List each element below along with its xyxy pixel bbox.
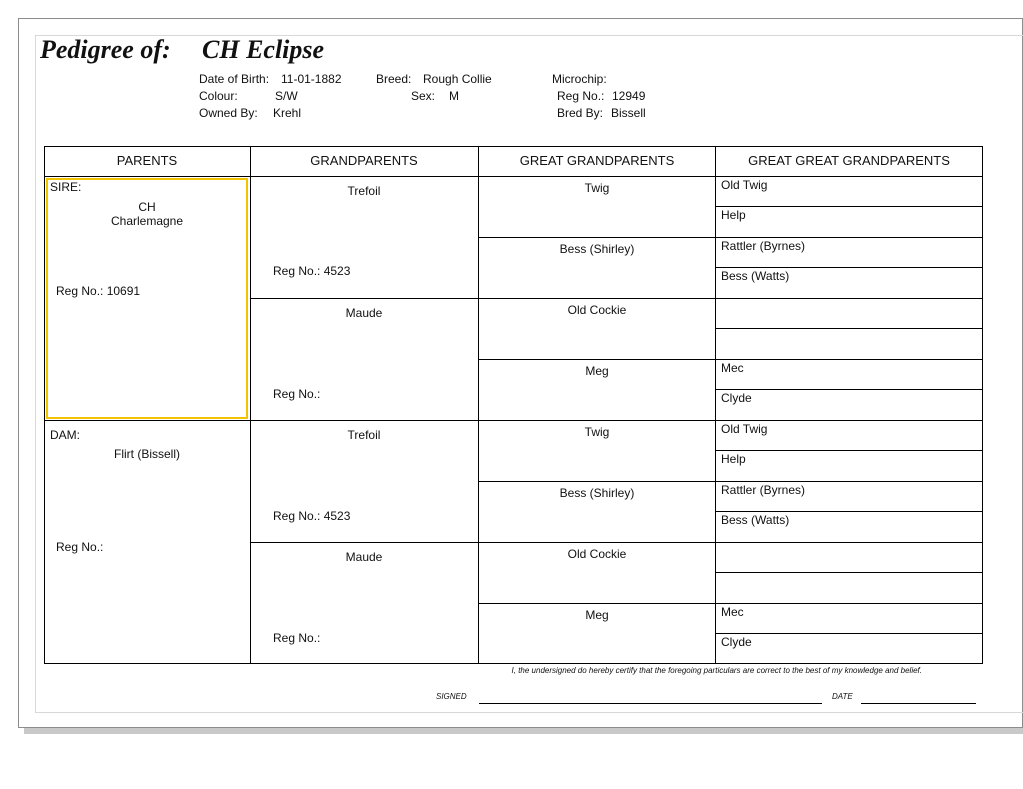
gggp-divider: [715, 542, 983, 543]
signed-label: SIGNED: [436, 692, 467, 701]
great-great-grandparent-name: Bess (Watts): [721, 269, 790, 283]
sire-reg-no: Reg No.: 10691: [56, 284, 141, 298]
grandparent-reg: Reg No.:: [273, 631, 321, 645]
grandparent-reg: Reg No.: 4523: [273, 509, 351, 523]
ggp-divider-5: [478, 481, 716, 482]
grandparent-reg: Reg No.:: [273, 387, 321, 401]
gggp-divider: [715, 328, 983, 329]
great-grandparent-name: Old Cockie: [567, 547, 627, 561]
ggp-divider-4: [478, 420, 716, 421]
grandparent-name: Maude: [345, 306, 383, 320]
gggp-divider: [715, 237, 983, 238]
ggp-divider-3: [478, 359, 716, 360]
table-bottom-border: [44, 663, 983, 664]
great-great-grandparent-name: Clyde: [721, 635, 752, 649]
column-header-parents: PARENTS: [116, 153, 178, 168]
gggp-divider: [715, 420, 983, 421]
col-divider-3: [715, 146, 716, 664]
sire-name: Charlemagne: [110, 214, 184, 228]
great-grandparent-name: Bess (Shirley): [559, 486, 635, 500]
col-divider-1: [250, 146, 251, 664]
great-great-grandparent-name: Old Twig: [721, 178, 768, 192]
sex-value: M: [449, 89, 459, 103]
col-divider-2: [478, 146, 479, 664]
bred-label: Bred By:: [557, 106, 604, 120]
great-grandparent-name: Bess (Shirley): [559, 242, 635, 256]
table-right-border: [982, 146, 983, 664]
sire-label: SIRE:: [50, 180, 82, 194]
ggp-divider-1: [478, 237, 716, 238]
gp-divider-2: [250, 420, 479, 421]
great-great-grandparent-name: Mec: [721, 361, 744, 375]
regno-value: 12949: [612, 89, 646, 103]
great-great-grandparent-name: Rattler (Byrnes): [721, 483, 806, 497]
great-great-grandparent-name: Help: [721, 452, 746, 466]
column-header-great-great-grandparents: GREAT GREAT GRANDPARENTS: [748, 153, 950, 168]
gp-divider-3: [250, 542, 479, 543]
breed-value: Rough Collie: [423, 72, 492, 86]
gggp-divider: [715, 572, 983, 573]
owned-value: Krehl: [273, 106, 302, 120]
great-grandparent-name: Old Cockie: [567, 303, 627, 317]
gggp-divider: [715, 298, 983, 299]
great-great-grandparent-name: Clyde: [721, 391, 752, 405]
colour-label: Colour:: [199, 89, 238, 103]
column-header-great-grandparents: GREAT GRANDPARENTS: [519, 153, 675, 168]
parents-row-divider: [44, 420, 251, 421]
owned-label: Owned By:: [199, 106, 258, 120]
grandparent-name: Trefoil: [347, 428, 381, 442]
great-grandparent-name: Twig: [584, 181, 610, 195]
grandparent-reg: Reg No.: 4523: [273, 264, 351, 278]
gggp-divider: [715, 206, 983, 207]
table-left-border: [44, 146, 45, 664]
sex-label: Sex:: [411, 89, 436, 103]
gggp-divider: [715, 603, 983, 604]
dob-label: Date of Birth:: [199, 72, 270, 86]
date-label: DATE: [832, 692, 853, 701]
ggp-divider-2: [478, 298, 716, 299]
table-header-border: [44, 176, 983, 177]
certification-text: I, the undersigned do hereby certify that the foregoing particulars are correct to the best of my knowledge and belief.: [511, 666, 922, 675]
great-great-grandparent-name: Rattler (Byrnes): [721, 239, 806, 253]
ggp-divider-7: [478, 603, 716, 604]
dam-label: DAM:: [50, 428, 80, 442]
date-line: [861, 703, 976, 704]
grandparent-name: Trefoil: [347, 184, 381, 198]
dam-name: Flirt (Bissell): [114, 447, 180, 461]
microchip-label: Microchip:: [552, 72, 607, 86]
great-grandparent-name: Twig: [584, 425, 610, 439]
dob-value: 11-01-1882: [281, 72, 342, 86]
gggp-divider: [715, 359, 983, 360]
gggp-divider: [715, 633, 983, 634]
great-grandparent-name: Meg: [585, 608, 609, 622]
gggp-divider: [715, 267, 983, 268]
column-header-grandparents: GRANDPARENTS: [310, 153, 418, 168]
ggp-divider-6: [478, 542, 716, 543]
gggp-divider: [715, 389, 983, 390]
great-great-grandparent-name: Old Twig: [721, 422, 768, 436]
great-grandparent-name: Meg: [585, 364, 609, 378]
signature-line: [479, 703, 822, 704]
gggp-divider: [715, 450, 983, 451]
regno-label: Reg No.:: [557, 89, 605, 103]
bred-value: Bissell: [611, 106, 646, 120]
table-top-border: [44, 146, 983, 147]
great-great-grandparent-name: Help: [721, 208, 746, 222]
gp-divider-1: [250, 298, 479, 299]
great-great-grandparent-name: Bess (Watts): [721, 513, 790, 527]
great-great-grandparent-name: Mec: [721, 605, 744, 619]
dam-reg-no: Reg No.:: [56, 540, 104, 554]
colour-value: S/W: [275, 89, 298, 103]
dog-name: CH Eclipse: [202, 35, 325, 64]
grandparent-name: Maude: [345, 550, 383, 564]
breed-label: Breed:: [376, 72, 412, 86]
gggp-divider: [715, 511, 983, 512]
sire-title: CH: [138, 200, 156, 214]
gggp-divider: [715, 481, 983, 482]
title-label: Pedigree of:: [40, 35, 171, 64]
